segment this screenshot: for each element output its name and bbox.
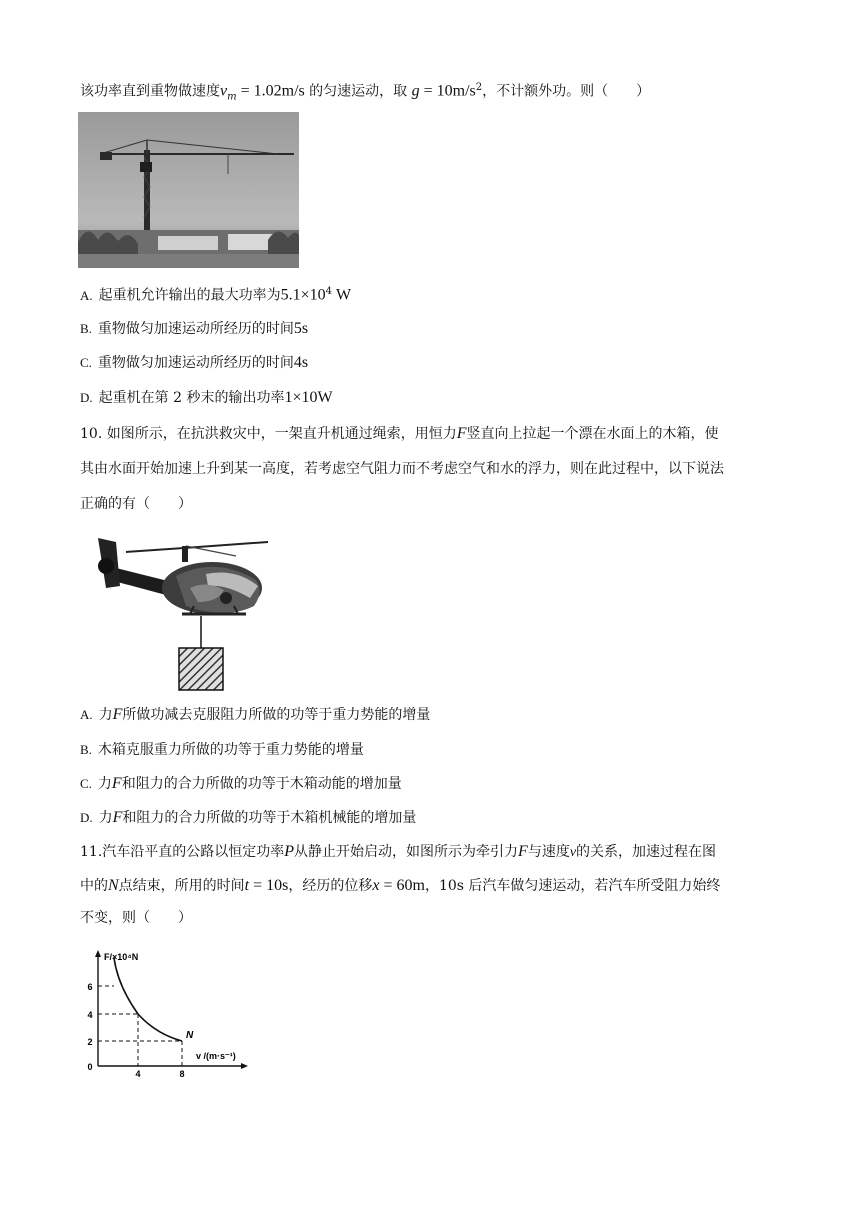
q11-power-symbol: P	[284, 843, 295, 860]
option-text: 和阻力的合力所做的功等于木箱机械能的增加量	[122, 810, 417, 826]
option-text: 重物做匀加速运动所经历的时间	[97, 321, 294, 337]
q11-text: ，10s 后汽车做匀速运动，若汽车所受阻力始终	[424, 878, 721, 894]
helicopter-figure	[86, 528, 270, 692]
option-text: 起重机允许输出的最大功率为	[98, 287, 281, 304]
option-text: 所做功减去克服阻力所做的功等于重力势能的增量	[122, 707, 431, 723]
q10-stem-line-1	[80, 424, 719, 444]
q10-option-d	[80, 808, 416, 828]
x-axis-arrow-icon	[241, 1063, 248, 1069]
q11-force-symbol: F	[518, 843, 528, 860]
option-sup: 4	[325, 286, 333, 297]
option-text: 重物做匀加速运动所经历的时间	[97, 355, 294, 371]
x-axis-label: v /(m·s⁻¹)	[196, 1051, 236, 1061]
q11-text: 中的	[80, 878, 108, 894]
q10-force-symbol: F	[456, 425, 467, 442]
q9-stem-line	[80, 78, 650, 107]
y-axis-arrow-icon	[95, 950, 101, 957]
option-math: 5.1×10	[280, 286, 326, 304]
q11-text: 的关系，加速过程在图	[576, 844, 717, 860]
q10-text: 竖直向上拉起一个漂在水面上的木箱，使	[466, 426, 719, 442]
option-label: C.	[80, 776, 92, 791]
q10-option-a	[80, 705, 430, 725]
option-var: F	[111, 775, 122, 792]
y-axis-label: F/×10⁴N	[104, 952, 139, 962]
q10-stem-line-2: 其由水面开始加速上升到某一高度，若考虑空气阻力而不考虑空气和水的浮力，则在此过程中，以下说法	[80, 461, 724, 477]
x-tick-4: 4	[135, 1069, 141, 1079]
option-label: B.	[80, 742, 92, 757]
crane-photo	[78, 112, 299, 268]
option-label: A.	[80, 287, 93, 303]
q9-g-value: = 10m/s	[419, 82, 476, 100]
q9-g-sup: 2	[475, 82, 483, 93]
option-math: 1×10W	[284, 389, 333, 406]
q11-t-symbol: t	[244, 877, 250, 894]
q9-vm-subscript: m	[227, 91, 237, 103]
option-text: 起重机在第 2 秒末的输出功率	[98, 390, 285, 406]
option-unit: W	[332, 286, 352, 304]
q11-text: ，经历的位移	[288, 878, 373, 894]
q11-text: 点结束，所用的时间	[118, 878, 245, 894]
q11-velocity-symbol: v	[569, 845, 577, 860]
q10-option-c	[80, 774, 402, 794]
q11-x-symbol: x	[372, 877, 380, 894]
y-tick-6: 6	[87, 982, 93, 992]
option-text: 和阻力的合力所做的功等于木箱动能的增加量	[121, 776, 402, 792]
q10-option-b	[80, 740, 364, 760]
q11-point-n: N	[108, 877, 119, 894]
x-tick-8: 8	[179, 1069, 185, 1079]
option-var: F	[112, 706, 123, 723]
q9-g-symbol: g	[411, 82, 420, 100]
option-math: 5s	[293, 320, 309, 337]
option-text: 力	[97, 776, 112, 792]
q10-text: 10. 如图所示，在抗洪救灾中，一架直升机通过绳索，用恒力	[80, 426, 457, 442]
origin-label: 0	[87, 1062, 93, 1072]
f-v-curve	[114, 958, 182, 1041]
y-tick-4: 4	[87, 1010, 93, 1020]
q11-text: 11.汽车沿平直的公路以恒定功率	[80, 844, 285, 860]
q9-stem-mid: 的匀速运动，取	[304, 83, 412, 100]
option-var: F	[112, 809, 123, 826]
q10-stem-line-3: 正确的有（ ）	[80, 496, 192, 512]
q11-text: 从静止开始启动，如图所示为牵引力	[294, 844, 519, 860]
q9-stem-text: 该功率直到重物做速度	[80, 83, 220, 100]
force-velocity-graph	[84, 946, 254, 1080]
q9-option-c	[80, 353, 308, 373]
q9-option-d	[80, 388, 333, 408]
option-label: C.	[80, 355, 92, 370]
option-text: 力	[98, 810, 113, 826]
q11-stem-line-2	[80, 876, 720, 896]
option-label: B.	[80, 321, 92, 336]
option-label: A.	[80, 707, 93, 722]
q11-x-value: = 60m	[379, 877, 425, 894]
q9-option-a	[80, 282, 351, 306]
option-text: 木箱克服重力所做的功等于重力势能的增量	[97, 742, 364, 758]
q9-stem-post: ，不计额外功。则（ ）	[482, 83, 651, 100]
option-text: 力	[98, 707, 113, 723]
option-label: D.	[80, 810, 93, 825]
q9-vm-symbol: v	[220, 82, 228, 100]
point-n-label: N	[186, 1030, 194, 1041]
q9-option-b	[80, 319, 308, 339]
q11-t-value: = 10s	[249, 877, 289, 894]
option-math: 4s	[293, 354, 309, 371]
q11-stem-line-1	[80, 842, 716, 863]
q9-vm-value: = 1.02m/s	[236, 82, 305, 100]
q11-stem-line-3: 不变，则（ ）	[80, 910, 192, 926]
q11-text: 与速度	[527, 844, 570, 860]
y-tick-2: 2	[87, 1037, 93, 1047]
option-label: D.	[80, 390, 93, 405]
